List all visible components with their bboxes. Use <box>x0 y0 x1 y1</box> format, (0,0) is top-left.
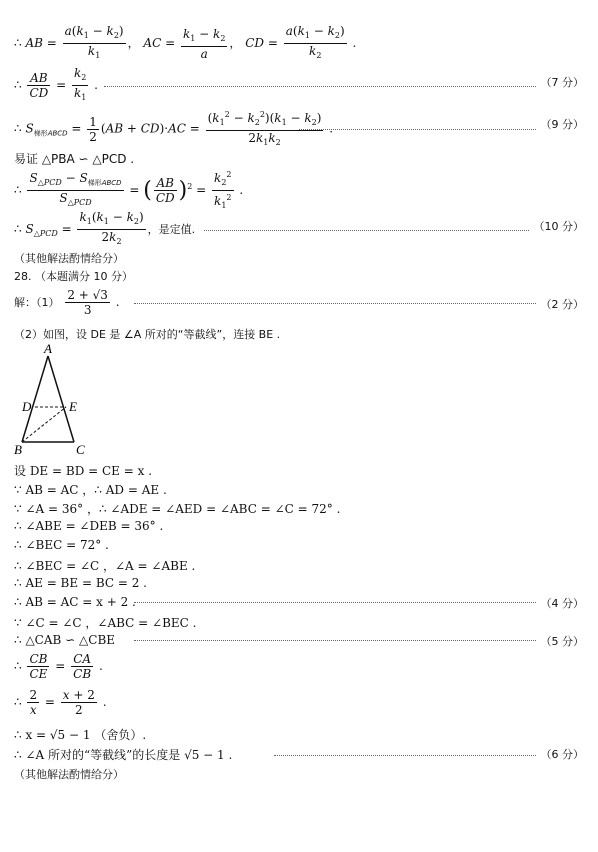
score-label: （10 分） <box>533 220 584 233</box>
formula-line: ∴ AB = $\frac{a(k_1 - k_2)}{k_1}$ ， AC = $\frac{k_1 - k_2}{a}$ ， CD = $\frac{a(k_1 - k_2)}{k_2}$ . <box>14 24 357 61</box>
question-header: 28. （本题满分 10 分） <box>14 270 133 283</box>
text: ∴ △CAB ∽ △CBE <box>14 633 116 647</box>
text-line: ∴ AE = BE = BC = 2 . <box>14 576 147 590</box>
score-label: （9 分） <box>540 118 584 131</box>
label-C: C <box>76 442 85 457</box>
formula-line: ∴ $\frac{2}{x}$ = $\frac{x + 2}{2}$ . <box>14 688 107 717</box>
label-A: A <box>44 342 52 356</box>
score-label: （4 分） <box>540 597 584 610</box>
score-label: （2 分） <box>540 298 584 311</box>
score-label: （7 分） <box>540 76 584 89</box>
score-label: （5 分） <box>540 635 584 648</box>
text-line: ∵ AB = AC ，∴ AD = AE . <box>14 483 167 497</box>
formula-line: 解：（1） $\frac{2 + √3}{3}$ . （2 分） <box>14 288 584 317</box>
text: ∴ ∠A 所对的“等截线”的长度是 √5 − 1 . <box>14 748 233 762</box>
label-D: D <box>22 399 32 414</box>
label-E: E <box>69 399 77 414</box>
formula-line <box>14 746 584 763</box>
text-line: ∴ ∠BEC = 72° . <box>14 538 109 552</box>
text-line: ∵ ∠C = ∠C ，∠ABC = ∠BEC . <box>14 616 197 630</box>
text-line: （2）如图，设 DE 是 ∠A 所对的“等截线”，连接 BE . <box>14 328 281 341</box>
text-line: 易证 △PBA ∽ △PCD . <box>14 152 135 166</box>
formula-line: ∴ $S_{\triangle PCD}$ = $\frac{k_1(k_1 - k_2)}{2k_2}$ ，是定值. （10 分） <box>14 210 584 246</box>
score-label: （6 分） <box>540 748 584 761</box>
formula-line <box>14 633 584 647</box>
formula-line <box>14 595 584 609</box>
text-line: （其他解法酌情给分） <box>14 768 124 781</box>
text-line: ∴ x = √5 − 1 （舍负）. <box>14 728 147 742</box>
formula-line: ∴ $S_{梯形ABCD}$ = $\frac{1}{2}$ (AB + CD)·AC = $\frac{(k_1^2 - k_2^2)(k_1 - k_2)}{2k_1k_2}$ . （9 分） <box>14 110 584 147</box>
label-B: B <box>14 442 22 457</box>
formula-line: ∴ $\frac{S_{\triangle PCD} - S_{梯形ABCD}}{S_{\triangle PCD}}$ = ( $\frac{AB}{CD}$ )$^2$ = $\frac{k_2^2}{k_1^2}$ . <box>14 170 244 210</box>
text-line: ∴ ∠ABE = ∠DEB = 36° . <box>14 519 164 533</box>
text-line: （其他解法酌情给分） <box>14 252 124 265</box>
text-line: ∴ ∠BEC = ∠C ，∠A = ∠ABE . <box>14 559 196 573</box>
triangle-figure <box>14 342 104 457</box>
text-line: 设 DE = BD = CE = x . <box>14 464 153 478</box>
formula-line: ∴ $\frac{CB}{CE}$ = $\frac{CA}{CB}$ . <box>14 652 103 681</box>
text: ∴ AB = AC = x + 2 . <box>14 595 136 609</box>
formula-line: ∴ $\frac{AB}{CD}$ = $\frac{k_2}{k_1}$ . （7 分） <box>14 66 584 102</box>
text-line: ∵ ∠A = 36° ，∴ ∠ADE = ∠AED = ∠ABC = ∠C = 72° . <box>14 502 341 516</box>
